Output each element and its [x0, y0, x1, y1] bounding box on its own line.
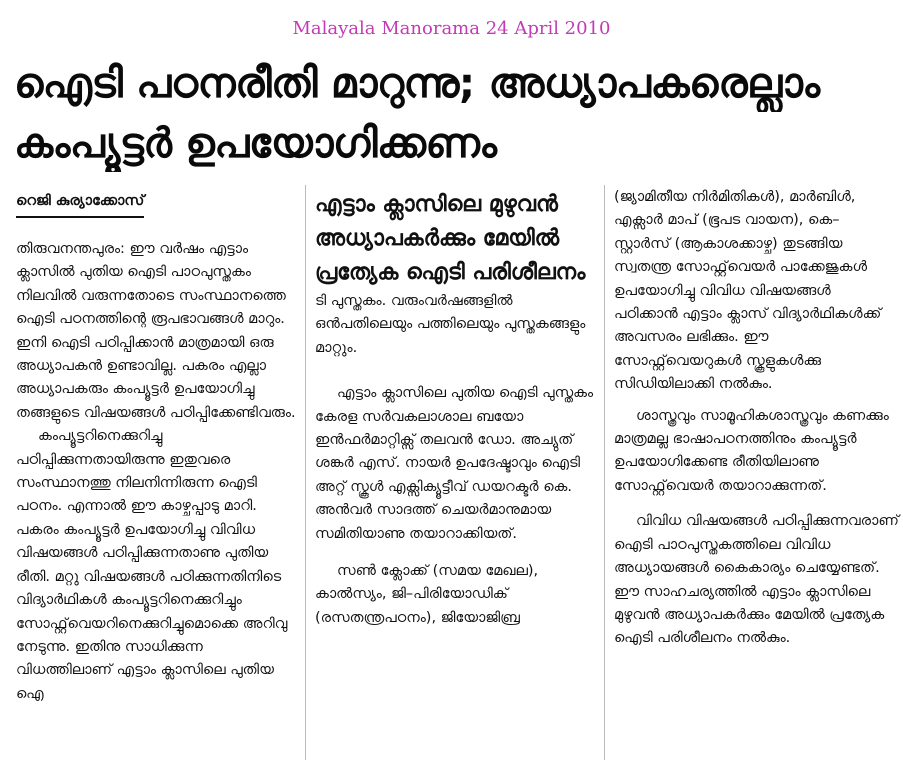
headline-line-2: കംപ്യൂട്ടർ ഉപയോഗിക്കണം	[14, 119, 497, 167]
pull-quote: എട്ടാം ക്ലാസിലെ മുഴുവൻ അധ്യാപകർക്കും മേയിൽ പ്രത്യേക ഐടി പരിശീലനം	[315, 192, 586, 285]
column-divider-1	[305, 185, 306, 760]
source-caption: Malayala Manorama 24 April 2010	[292, 18, 611, 39]
paragraph: വിവിധ വിഷയങ്ങൾ പഠിപ്പിക്കുന്നവരാണ് ഐടി പാഠപുസ്തകത്തിലെ വിവിധ അധ്യായങ്ങൾ കൈകാര്യം ചെയ്യേണ്ടത്. ഈ സാഹചര്യത്തിൽ എട്ടാം ക്ലാസിലെ മുഴുവൻ അധ്യാപകർക്കും മേയിൽ പ്രത്യേക ഐടി പരിശീലനം നൽകും.	[614, 513, 899, 647]
article-column-2	[315, 188, 597, 630]
paragraph: കംപ്യൂട്ടറിനെക്കുറിച്ചു പഠിപ്പിക്കുന്നതായിരുന്നു ഇതുവരെ സംസ്ഥാനത്തു നിലനിന്നിരുന്ന ഐടി പഠനം. എന്നാൽ ഈ കാഴ്ചപ്പാടു മാറി. പകരം കംപ്യൂട്ടർ ഉപയോഗിച്ചു വിവിധ വിഷയങ്ങൾ പഠിപ്പിക്കുന്നതാണു പുതിയ രീതി. മറ്റു വിഷയങ്ങൾ പഠിക്കുന്നതിനിടെ വിദ്യാർഥികൾ കംപ്യൂട്ടറിനെക്കുറിച്ചും സോഫ്റ്റ്‌വെയറിനെക്കുറിച്ചുമൊക്കെ അറിവു നേടുന്നു. ഇതിനു സാധിക്കുന്ന വിധത്തിലാണ് എട്ടാം ക്ലാസിലെ പുതിയ ഐ	[16, 428, 288, 702]
headline-line-1: ഐടി പഠനരീതി മാറുന്നു; അധ്യാപകരെല്ലാം	[14, 59, 820, 107]
byline: റെജി കുര്യാക്കോസ്	[16, 190, 144, 218]
article-column-3	[614, 186, 899, 651]
article-column-1	[16, 190, 298, 706]
paragraph: ശാസ്ത്രവും സാമൂഹികശാസ്ത്രവും കണക്കും മാത്രമല്ല ഭാഷാപഠനത്തിനും കംപ്യൂട്ടർ ഉപയോഗിക്കേണ്ട രീതിയിലാണു സോഫ്റ്റ്‌വെയർ തയാറാക്കുന്നത്.	[614, 407, 889, 494]
paragraph: എട്ടാം ക്ലാസിലെ പുതിയ ഐടി പുസ്തകം കേരള സർവകലാശാല ബയോ ഇൻഫർമാറ്റിക്സ് തലവൻ ഡോ. അച്യുത് ശങ്കർ എസ്. നായർ ഉപദേഷ്ടാവും ഐടി അറ്റ് സ്കൂൾ എക്സിക്യൂട്ടീവ് ഡയറക്ടർ കെ. അൻവർ സാദത്ത് ചെയർമാനുമായ സമിതിയാണു തയാറാക്കിയത്.	[315, 385, 594, 542]
paragraph: ടി പുസ്തകം. വരുംവർഷങ്ങളിൽ ഒൻപതിലെയും പത്തിലെയും പുസ്തകങ്ങളും മാറ്റും.	[315, 293, 586, 356]
paragraph: (ജ്യാമിതീയ നിർമിതികൾ), മാർബിൾ, എക്സാർ മാപ് (ഭൂപട വായന), കെ– സ്റ്റാർസ് (ആകാശക്കാഴ്ച) തുടങ്ങിയ സ്വതന്ത്ര സോഫ്റ്റ്‌വെയർ പാക്കേജുകൾ ഉപയോഗിച്ചു വിവിധ വിഷയങ്ങൾ പഠിക്കാൻ എട്ടാം ക്ലാസ് വിദ്യാർഥികൾക്ക് അവസരം ലഭിക്കും. ഈ സോഫ്റ്റ്‌വെയറുകൾ സ്കൂളുകൾക്കു സിഡിയിലാക്കി നൽകും.	[614, 189, 882, 393]
paragraph: തിരുവനന്തപുരം: ഈ വർഷം എട്ടാം ക്ലാസിൽ പുതിയ ഐടി പാഠപുസ്തകം നിലവിൽ വരുന്നതോടെ സംസ്ഥാനത്തെ ഐടി പഠനത്തിന്റെ രൂപഭാവങ്ങൾ മാറും. ഇനി ഐടി പഠിപ്പിക്കാൻ മാത്രമായി ഒരു അധ്യാപകൻ ഉണ്ടാവില്ല. പകരം എല്ലാ അധ്യാപകരും കംപ്യൂട്ടർ ഉപയോഗിച്ചു തങ്ങളുടെ വിഷയങ്ങൾ പഠിപ്പിക്കേണ്ടിവരും.	[16, 241, 296, 421]
column-divider-2	[604, 185, 605, 760]
paragraph: സൺ ക്ലോക്ക് (സമയ മേഖല), കാൽസ്യം, ജി–പിരിയോഡിക് (രസതന്ത്രപഠനം), ജിയോജിബ്ര	[315, 563, 539, 626]
